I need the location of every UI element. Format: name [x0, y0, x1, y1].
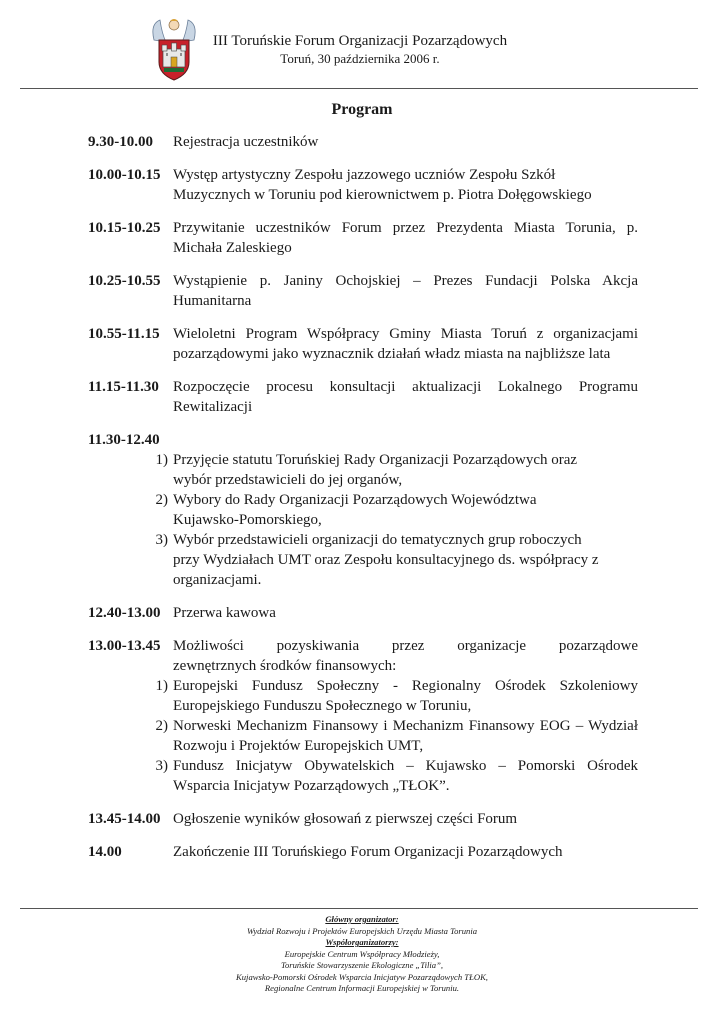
agenda-sublist — [88, 450, 599, 590]
subitem-number: 2) — [155, 718, 168, 734]
agenda-item — [88, 430, 638, 590]
agenda-subitem — [88, 530, 599, 590]
coorganizer-name: Kujawsko-Pomorski Ośrodek Wsparcia Inicjatyw Pozarządowych TŁOK, — [236, 971, 488, 982]
agenda-description-line: Możliwości pozyskiwania przez organizacje pozarządowe — [173, 638, 638, 654]
subitem-number: 3) — [155, 758, 168, 774]
subitem-number: 1) — [155, 452, 168, 468]
header-divider — [20, 88, 698, 89]
agenda-subitem — [88, 716, 638, 756]
agenda-time: 11.30-12.40 — [88, 432, 160, 448]
agenda-description: Rejestracja uczestników — [173, 134, 319, 150]
agenda-subitem — [88, 676, 638, 716]
subitem-number: 1) — [155, 678, 168, 694]
agenda-time: 13.00-13.45 — [88, 638, 161, 654]
agenda-time: 9.30-10.00 — [88, 134, 153, 150]
agenda-description — [173, 165, 638, 205]
document-footer — [0, 914, 724, 995]
agenda-subitem — [88, 490, 599, 530]
agenda-description: Przywitanie uczestników Forum przez Prezydenta Miasta Torunia, p. Michała Zaleskiego — [173, 220, 638, 256]
agenda-item — [88, 377, 638, 417]
agenda-item — [88, 324, 638, 364]
agenda-item — [88, 165, 638, 205]
agenda-item — [88, 132, 638, 152]
agenda-time: 10.55-11.15 — [88, 326, 160, 342]
subitem-text: Europejski Fundusz Społeczny - Regionalny Ośrodek Szkoleniowy Europejskiego Funduszu Społecznego w Toruniu, — [173, 678, 638, 714]
coorganizer-name: Europejskie Centrum Współpracy Młodzieży, — [284, 948, 440, 959]
subitem-text — [173, 530, 599, 590]
agenda-time: 12.40-13.00 — [88, 605, 161, 621]
torun-coat-of-arms-icon — [150, 16, 198, 82]
agenda-subitem — [88, 450, 599, 490]
organizer-heading: Główny organizator: — [325, 914, 399, 924]
agenda-description-line: Występ artystyczny Zespołu jazzowego uczniów Zespołu Szkół — [173, 167, 556, 183]
footer-divider — [20, 908, 698, 909]
subitem-line: wybór przedstawicieli do jej organów, — [173, 472, 403, 488]
agenda — [88, 132, 638, 875]
agenda-time: 14.00 — [88, 844, 122, 860]
subitem-number: 3) — [155, 532, 168, 548]
organizer-name: Wydział Rozwoju i Projektów Europejskich Urzędu Miasta Torunia — [246, 925, 478, 936]
coorganizers-heading: Współorganizatorzy: — [325, 937, 399, 947]
subitem-line: organizacjami. — [173, 572, 262, 588]
agenda-description: Wieloletni Program Współpracy Gminy Miasta Toruń z organizacjami pozarządowymi jako wyznacznik działań władz miasta na najbliższe lata — [173, 326, 638, 362]
agenda-time: 13.45-14.00 — [88, 811, 161, 827]
agenda-description: Przerwa kawowa — [173, 605, 276, 621]
agenda-time: 11.15-11.30 — [88, 379, 159, 395]
agenda-description-line: zewnętrznych środków finansowych: — [173, 658, 397, 674]
subitem-number: 2) — [155, 492, 168, 508]
coorganizer-name: Regionalne Centrum Informacji Europejskiej w Toruniu. — [264, 983, 460, 993]
subitem-text: Fundusz Inicjatyw Obywatelskich – Kujawsko – Pomorski Ośrodek Wsparcia Inicjatyw Pozarządowych „TŁOK”. — [173, 758, 638, 794]
agenda-item — [88, 842, 638, 862]
forum-title: III Toruńskie Forum Organizacji Pozarządowych — [212, 33, 508, 49]
agenda-time: 10.15-10.25 — [88, 220, 161, 236]
agenda-description — [173, 636, 638, 676]
program-title: Program — [331, 101, 393, 118]
subitem-line: Kujawsko-Pomorskiego, — [173, 512, 322, 528]
agenda-item — [88, 603, 638, 623]
agenda-description-line: Muzycznych w Toruniu pod kierownictwem p. Piotra Dołęgowskiego — [173, 187, 592, 203]
agenda-subitem — [88, 756, 638, 796]
agenda-item — [88, 809, 638, 829]
subitem-line: Wybory do Rady Organizacji Pozarządowych Województwa — [173, 492, 537, 508]
agenda-time: 10.25-10.55 — [88, 273, 161, 289]
forum-date-place: Toruń, 30 października 2006 r. — [280, 51, 440, 66]
agenda-item — [88, 636, 638, 796]
subitem-text: Norweski Mechanizm Finansowy i Mechanizm Finansowy EOG – Wydział Rozwoju i Projektów Europejskich UMT, — [173, 718, 638, 754]
header-text — [200, 32, 520, 67]
agenda-description: Rozpoczęcie procesu konsultacji aktualizacji Lokalnego Programu Rewitalizacji — [173, 379, 638, 415]
agenda-time: 10.00-10.15 — [88, 167, 161, 183]
agenda-item — [88, 271, 638, 311]
agenda-item — [88, 218, 638, 258]
agenda-description: Zakończenie III Toruńskiego Forum Organizacji Pozarządowych — [173, 844, 563, 860]
subitem-text — [173, 490, 599, 530]
subitem-line: przy Wydziałach UMT oraz Zespołu konsultacyjnego ds. współpracy z — [173, 552, 599, 568]
subitem-text — [173, 450, 599, 490]
document-header — [0, 14, 724, 84]
subitem-line: Wybór przedstawicieli organizacji do tematycznych grup roboczych — [173, 532, 582, 548]
subitem-line: Przyjęcie statutu Toruńskiej Rady Organizacji Pozarządowych oraz — [173, 452, 578, 468]
coorganizer-name: Toruńskie Stowarzyszenie Ekologiczne „Tilia”, — [280, 960, 444, 970]
agenda-description: Wystąpienie p. Janiny Ochojskiej – Prezes Fundacji Polska Akcja Humanitarna — [173, 273, 638, 309]
agenda-description: Ogłoszenie wyników głosowań z pierwszej części Forum — [173, 811, 518, 827]
agenda-sublist — [88, 676, 638, 796]
